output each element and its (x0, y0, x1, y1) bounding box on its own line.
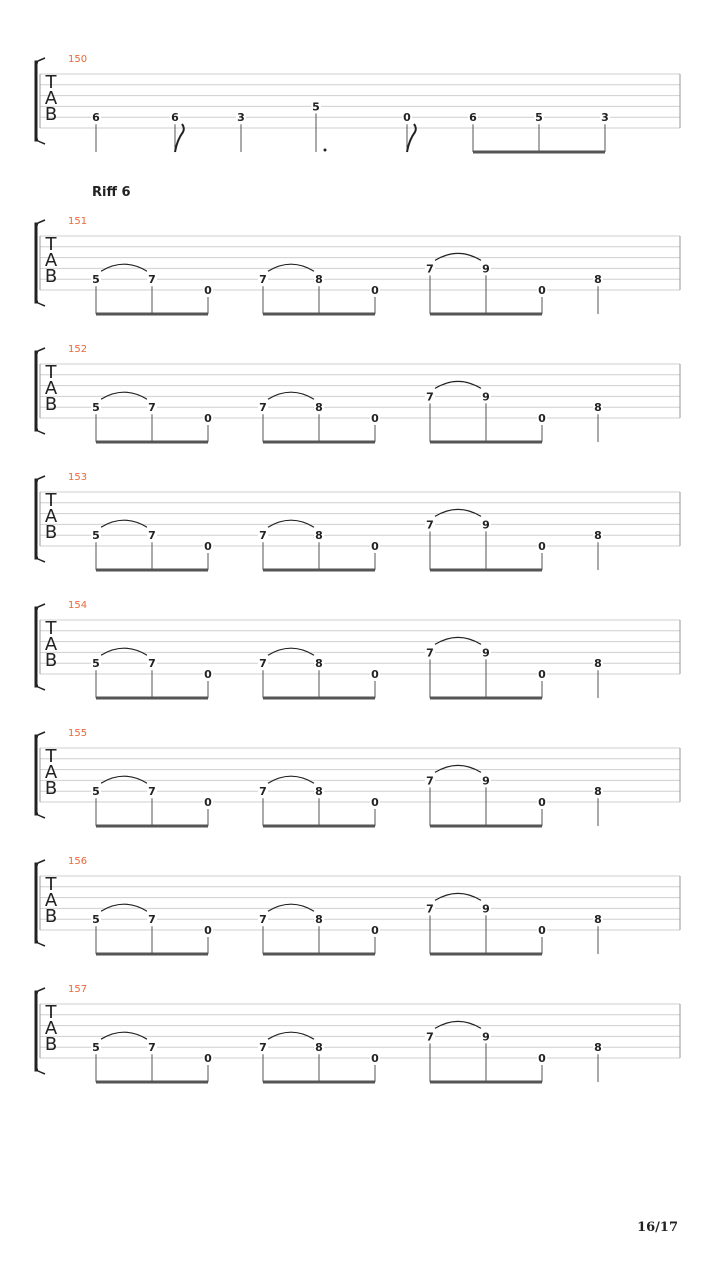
fret-number: 0 (204, 668, 212, 681)
system-bracket (36, 62, 38, 140)
fret-number: 7 (148, 657, 156, 671)
fret-number: 5 (92, 401, 100, 415)
slur (435, 381, 481, 388)
bracket-bottom-hook (36, 942, 45, 946)
tab-clef-letter: A (44, 634, 58, 655)
slur (101, 1032, 147, 1039)
fret-number: 8 (594, 913, 602, 927)
fret-number: 7 (426, 390, 434, 404)
fret-number: 9 (482, 902, 490, 916)
system-bracket (36, 224, 38, 302)
fret-number: 7 (148, 1041, 156, 1055)
fret-number: 8 (315, 273, 323, 287)
fret-number: 7 (148, 785, 156, 799)
system-bracket (36, 992, 38, 1070)
measure-number: 154 (68, 600, 88, 611)
bracket-bottom-hook (36, 430, 45, 434)
slur (435, 509, 481, 516)
tab-clef-letter: T (45, 234, 57, 255)
fret-number: 0 (371, 924, 379, 937)
bracket-top-hook (36, 348, 45, 352)
fret-number: 0 (403, 111, 411, 125)
tab-clef-letter: B (44, 266, 58, 287)
tab-system (36, 54, 680, 152)
fret-number: 0 (204, 796, 212, 809)
rhythm-dot (324, 149, 327, 152)
slur (435, 253, 481, 260)
system-bracket (36, 352, 38, 430)
fret-number: 0 (538, 540, 546, 553)
fret-number: 0 (538, 924, 546, 937)
fret-number: 5 (535, 111, 543, 125)
bracket-bottom-hook (36, 140, 45, 144)
fret-number: 0 (538, 1052, 546, 1065)
fret-number: 8 (594, 401, 602, 415)
slur (435, 765, 481, 772)
tab-clef-letter: A (44, 1018, 58, 1039)
fret-number: 0 (371, 540, 379, 553)
fret-number: 8 (594, 657, 602, 671)
fret-number: 8 (594, 273, 602, 287)
fret-number: 0 (204, 284, 212, 297)
slur (435, 637, 481, 644)
fret-number: 0 (371, 1052, 379, 1065)
tab-clef-letter: B (44, 104, 58, 125)
slur (268, 1032, 314, 1039)
tab-system (36, 600, 680, 698)
page-number: 16/17 (637, 1220, 678, 1235)
fret-number: 8 (594, 529, 602, 543)
fret-number: 8 (315, 529, 323, 543)
fret-number: 8 (315, 401, 323, 415)
fret-number: 7 (148, 273, 156, 287)
measure-number: 157 (68, 984, 88, 995)
measure-number: 150 (68, 54, 88, 65)
fret-number: 7 (148, 529, 156, 543)
fret-number: 7 (426, 518, 434, 532)
tab-clef-letter: B (44, 906, 58, 927)
tab-clef-letter: B (44, 394, 58, 415)
tab-clef-letter: T (45, 72, 57, 93)
tab-clef-letter: T (45, 362, 57, 383)
measure-number: 155 (68, 728, 88, 739)
tab-clef-letter: A (44, 88, 58, 109)
tab-clef-letter: A (44, 378, 58, 399)
tab-clef-letter: B (44, 778, 58, 799)
tab-clef-letter: B (44, 522, 58, 543)
fret-number: 5 (92, 1041, 100, 1055)
fret-number: 0 (538, 284, 546, 297)
fret-number: 7 (259, 657, 267, 671)
fret-number: 9 (482, 518, 490, 532)
tab-clef-letter: A (44, 250, 58, 271)
fret-number: 0 (204, 924, 212, 937)
fret-number: 9 (482, 646, 490, 660)
fret-number: 9 (482, 390, 490, 404)
slur (268, 904, 314, 911)
fret-number: 7 (259, 273, 267, 287)
fret-number: 7 (426, 902, 434, 916)
bracket-top-hook (36, 732, 45, 736)
fret-number: 8 (315, 657, 323, 671)
system-bracket (36, 864, 38, 942)
system-bracket (36, 480, 38, 558)
tab-system (36, 728, 680, 826)
bracket-top-hook (36, 476, 45, 480)
tab-clef-letter: T (45, 618, 57, 639)
tab-system (36, 856, 680, 954)
fret-number: 9 (482, 262, 490, 276)
tab-clef-letter: T (45, 1002, 57, 1023)
bracket-bottom-hook (36, 686, 45, 690)
tab-clef-letter: A (44, 762, 58, 783)
bracket-bottom-hook (36, 302, 45, 306)
slur (101, 776, 147, 783)
slur (435, 893, 481, 900)
tab-system (36, 984, 680, 1082)
system-bracket (36, 736, 38, 814)
slur (101, 904, 147, 911)
tab-clef-letter: A (44, 506, 58, 527)
slur (435, 1021, 481, 1028)
section-label: Riff 6 (92, 185, 131, 200)
slur (268, 520, 314, 527)
bracket-bottom-hook (36, 814, 45, 818)
system-bracket (36, 608, 38, 686)
measure-number: 156 (68, 856, 88, 867)
fret-number: 8 (315, 785, 323, 799)
fret-number: 8 (594, 1041, 602, 1055)
fret-number: 5 (312, 100, 320, 114)
bracket-top-hook (36, 58, 45, 62)
tab-system (36, 344, 680, 442)
bracket-top-hook (36, 604, 45, 608)
bracket-bottom-hook (36, 1070, 45, 1074)
fret-number: 7 (259, 913, 267, 927)
fret-number: 3 (237, 111, 245, 125)
tab-clef-letter: B (44, 1034, 58, 1055)
slur (101, 264, 147, 271)
measure-number: 152 (68, 344, 88, 355)
fret-number: 6 (469, 111, 477, 125)
fret-number: 6 (171, 111, 179, 125)
bracket-top-hook (36, 860, 45, 864)
fret-number: 7 (426, 1030, 434, 1044)
fret-number: 0 (371, 796, 379, 809)
fret-number: 8 (315, 913, 323, 927)
fret-number: 7 (426, 646, 434, 660)
tab-clef-letter: T (45, 490, 57, 511)
tab-system (36, 472, 680, 570)
bracket-top-hook (36, 988, 45, 992)
fret-number: 7 (259, 1041, 267, 1055)
fret-number: 0 (538, 668, 546, 681)
fret-number: 5 (92, 913, 100, 927)
measure-number: 151 (68, 216, 88, 227)
fret-number: 0 (538, 796, 546, 809)
fret-number: 5 (92, 273, 100, 287)
tab-clef-letter: T (45, 746, 57, 767)
fret-number: 7 (259, 401, 267, 415)
slur (268, 648, 314, 655)
measure-number: 153 (68, 472, 88, 483)
slur (268, 776, 314, 783)
fret-number: 9 (482, 774, 490, 788)
slur (101, 520, 147, 527)
tab-clef-letter: T (45, 874, 57, 895)
fret-number: 7 (259, 785, 267, 799)
slur (268, 264, 314, 271)
tab-system (36, 185, 680, 314)
fret-number: 0 (371, 284, 379, 297)
bracket-bottom-hook (36, 558, 45, 562)
fret-number: 5 (92, 657, 100, 671)
fret-number: 9 (482, 1030, 490, 1044)
fret-number: 8 (315, 1041, 323, 1055)
fret-number: 3 (601, 111, 609, 125)
fret-number: 0 (204, 1052, 212, 1065)
fret-number: 0 (204, 540, 212, 553)
fret-number: 0 (371, 412, 379, 425)
fret-number: 7 (148, 913, 156, 927)
fret-number: 7 (426, 774, 434, 788)
slur (101, 392, 147, 399)
fret-number: 5 (92, 785, 100, 799)
fret-number: 7 (259, 529, 267, 543)
slur (268, 392, 314, 399)
fret-number: 0 (538, 412, 546, 425)
fret-number: 7 (148, 401, 156, 415)
slur (101, 648, 147, 655)
bracket-top-hook (36, 220, 45, 224)
fret-number: 5 (92, 529, 100, 543)
tab-clef-letter: A (44, 890, 58, 911)
fret-number: 8 (594, 785, 602, 799)
fret-number: 0 (204, 412, 212, 425)
fret-number: 7 (426, 262, 434, 276)
fret-number: 6 (92, 111, 100, 125)
fret-number: 0 (371, 668, 379, 681)
tab-clef-letter: B (44, 650, 58, 671)
